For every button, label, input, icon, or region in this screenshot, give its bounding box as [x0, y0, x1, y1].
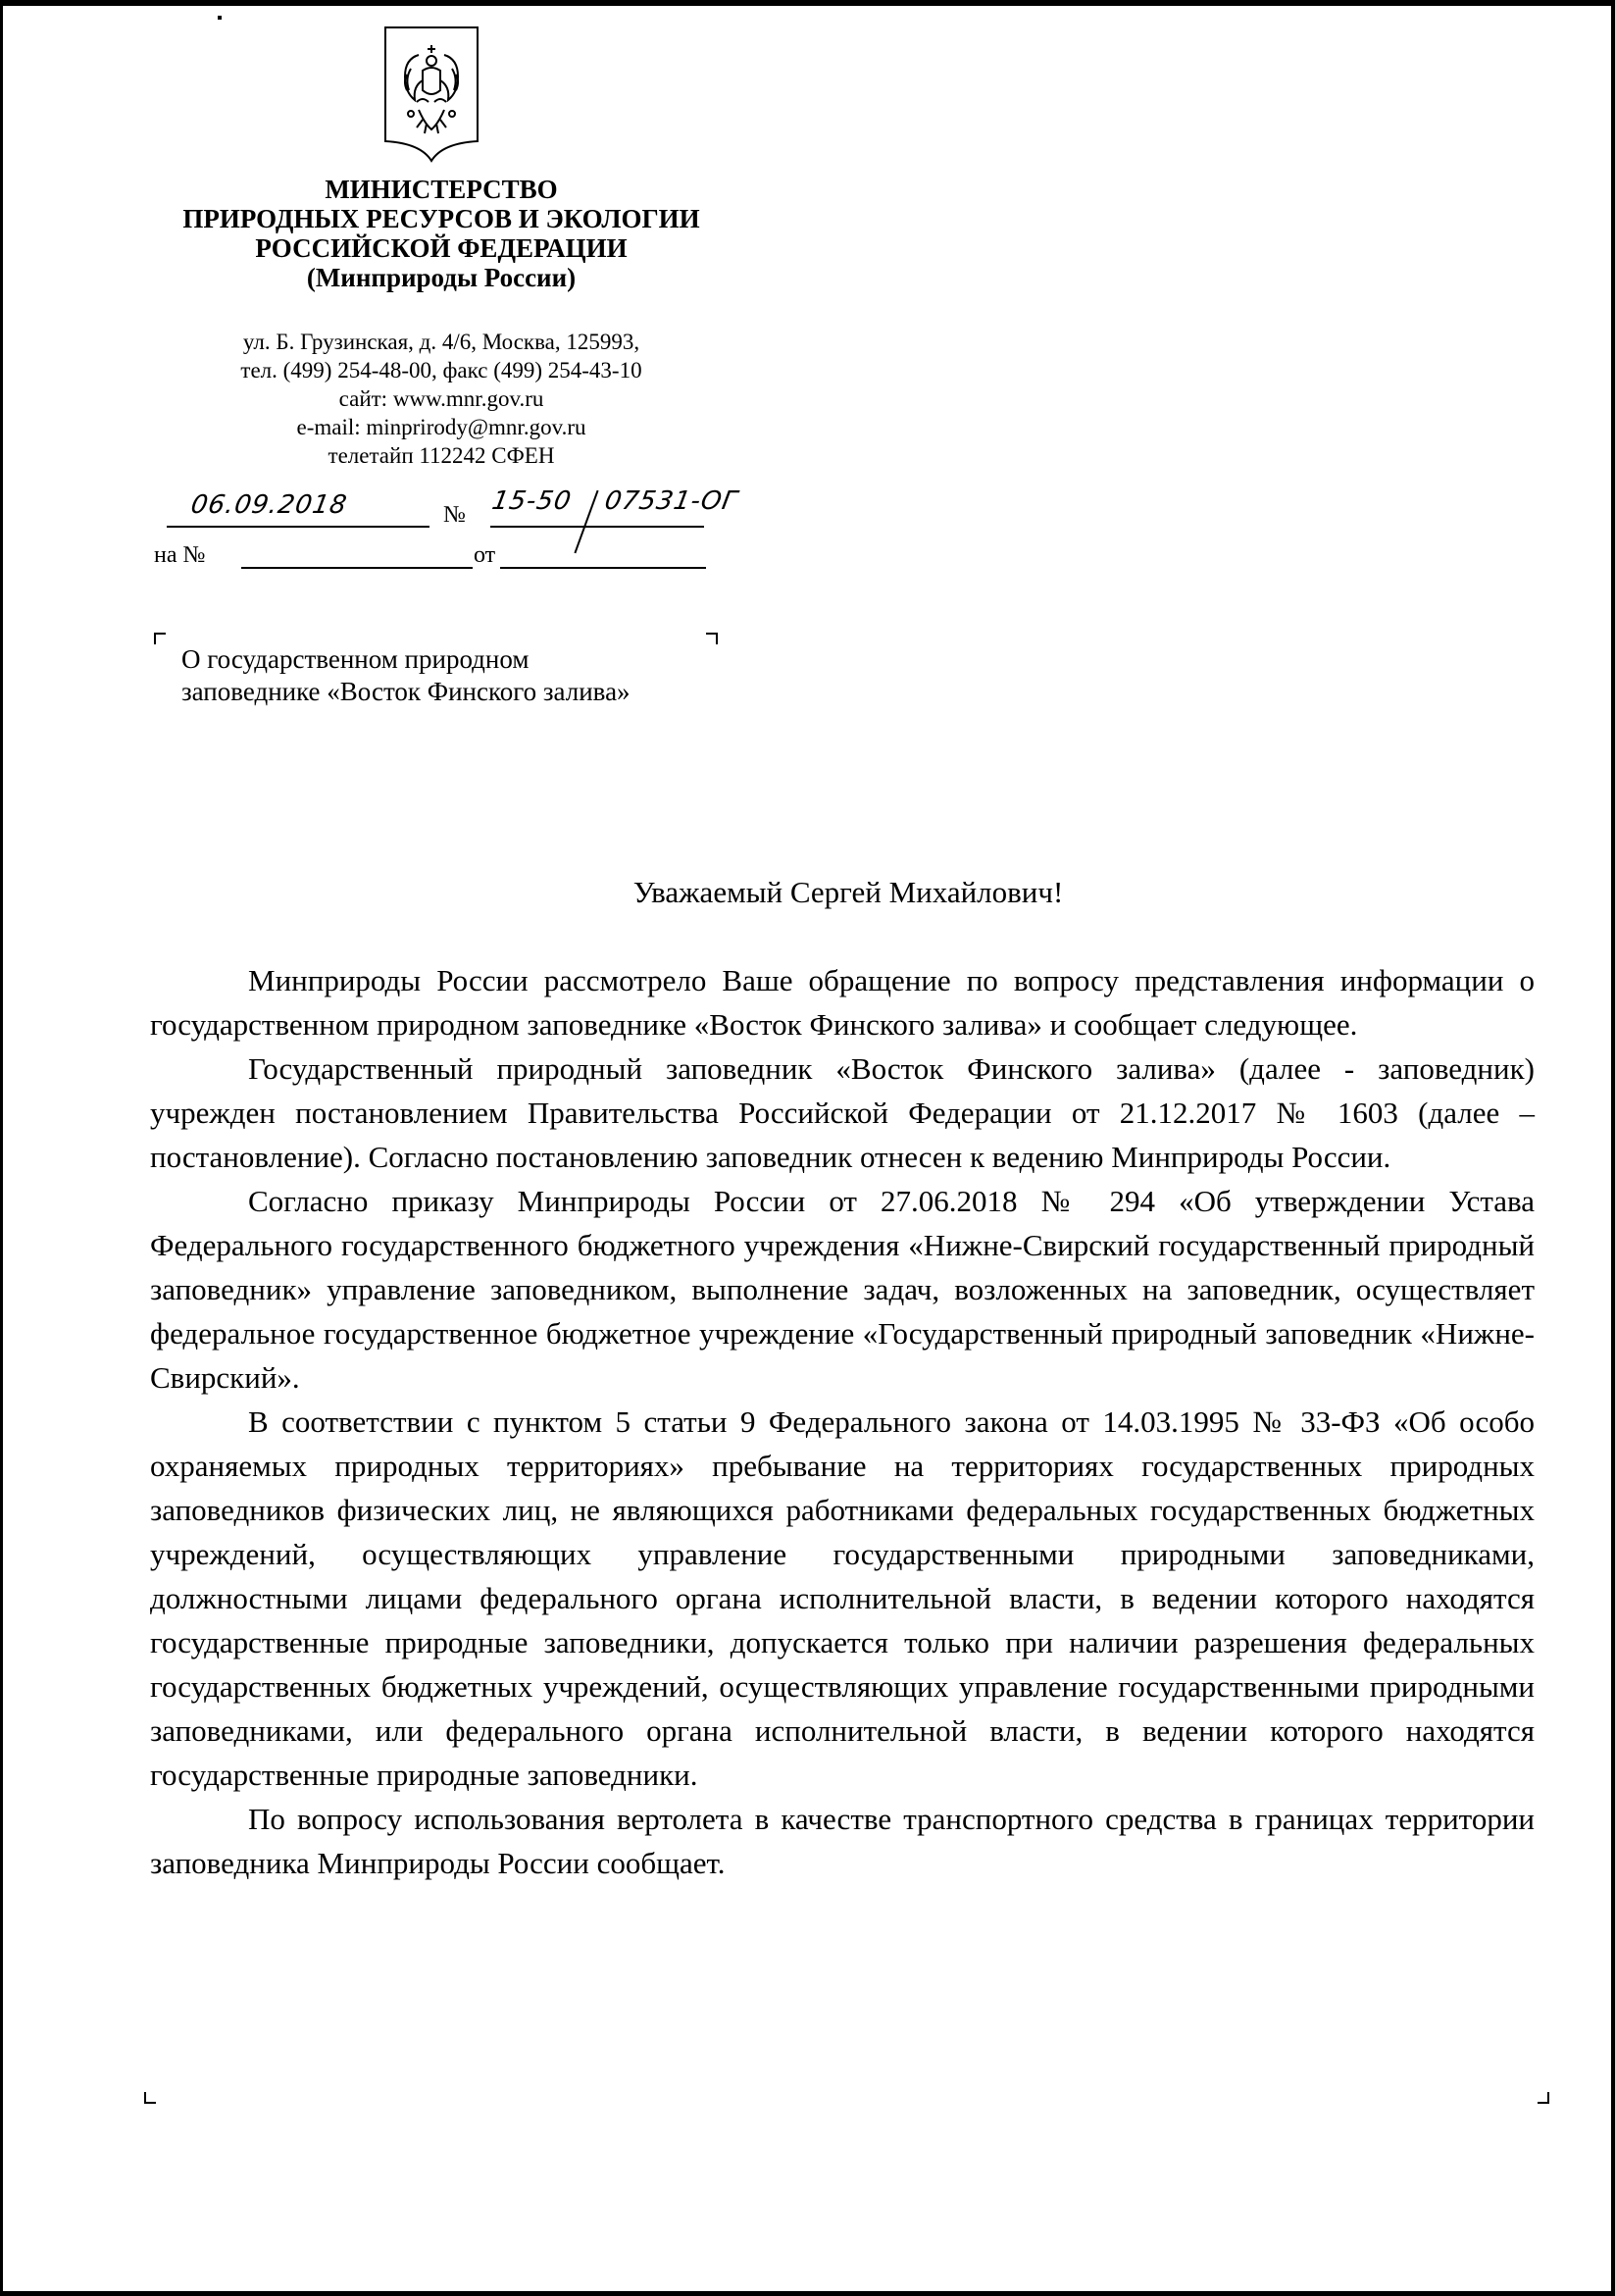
ministry-line: ПРИРОДНЫХ РЕСУРСОВ И ЭКОЛОГИИ: [182, 204, 700, 233]
scan-border-right: [1611, 0, 1615, 2296]
number-part-1: 15-50: [489, 486, 575, 516]
address-line: сайт: www.mnr.gov.ru: [338, 386, 544, 411]
ministry-address: [147, 328, 735, 470]
body-paragraph: По вопросу использования вертолета в качестве транспортного средства в границах территории заповедника Минприроды России сообщает.: [150, 1802, 1535, 1880]
corner-mark-bottom-right: [1538, 2092, 1549, 2104]
reply-to-label: на №: [154, 542, 206, 568]
reply-to-field: [241, 567, 473, 569]
registration-number: [489, 486, 740, 516]
subject-line: заповеднике «Восток Финского залива»: [181, 677, 631, 706]
address-line: тел. (499) 254-48-00, факс (499) 254-43-10: [240, 358, 642, 383]
number-label: №: [443, 502, 466, 528]
ministry-line: РОССИЙСКОЙ ФЕДЕРАЦИИ: [255, 233, 628, 263]
scan-border-left: [0, 0, 3, 2296]
registration-date: 06.09.2018: [188, 490, 350, 520]
date-underline: [167, 526, 429, 528]
body-paragraph: Минприроды России рассмотрело Ваше обращение по вопросу представления информации о государственном природном заповеднике «Восток Финского залива» и сообщает следующее.: [150, 963, 1535, 1042]
from-field: [500, 567, 706, 569]
body-paragraph: Государственный природный заповедник «Восток Финского залива» (далее - заповедник) учрежден постановлением Правительства Российской Федерации от 21.12.2017 № 1603 (далее – постановление). Согласно постановлению заповедник отнесен к ведению Минприроды России.: [150, 1051, 1535, 1174]
letter-body: [150, 958, 1535, 1885]
scan-border-top: [0, 0, 1615, 6]
coat-of-arms-icon: [383, 26, 479, 163]
corner-mark-bottom-left: [144, 2092, 156, 2104]
address-line: e-mail: minprirody@mnr.gov.ru: [296, 415, 586, 439]
number-underline: [490, 526, 704, 528]
ministry-name: [147, 175, 735, 292]
number-part-2: 07531-ОГ: [601, 486, 740, 516]
ministry-line: (Минприроды России): [306, 263, 577, 292]
salutation: Уважаемый Сергей Михайлович!: [632, 875, 1064, 909]
corner-mark-top-left: [154, 633, 166, 644]
from-label: от: [474, 542, 496, 568]
address-line: телетайп 112242 СФЕН: [328, 443, 555, 468]
ministry-line: МИНИСТЕРСТВО: [325, 175, 558, 204]
body-paragraph: Согласно приказу Минприроды России от 27.06.2018 № 294 «Об утверждении Устава Федерального государственного бюджетного учреждения «Нижне-Свирский государственный природный заповедник» управление заповедником, выполнение задач, возложенных на заповедник, осуществляет федеральное государственное бюджетное учреждение «Государственный природный заповедник «Нижне-Свирский».: [150, 1184, 1535, 1395]
address-line: ул. Б. Грузинская, д. 4/6, Москва, 125993,: [242, 330, 640, 354]
scan-border-bottom: [0, 2291, 1615, 2296]
body-paragraph: В соответствии с пунктом 5 статьи 9 Федерального закона от 14.03.1995 № 33-ФЗ «Об особо охраняемых природных территориях» пребывание на территориях государственных природных заповедников физических лиц, не являющихся работниками федеральных государственных бюджетных учреждений, осуществляющих управление государственными природными заповедниками, должностными лицами федерального органа исполнительной власти, в ведении которого находятся государственные природные заповедники, допускается только при наличии разрешения федеральных государственных бюджетных учреждений, осуществляющих управление государственными природными заповедниками, или федерального органа исполнительной власти, в ведении которого находятся государственные природные заповедники.: [150, 1404, 1535, 1792]
scan-speck: [218, 16, 222, 20]
letter-subject: [181, 643, 770, 708]
subject-line: О государственном природном: [181, 644, 530, 674]
